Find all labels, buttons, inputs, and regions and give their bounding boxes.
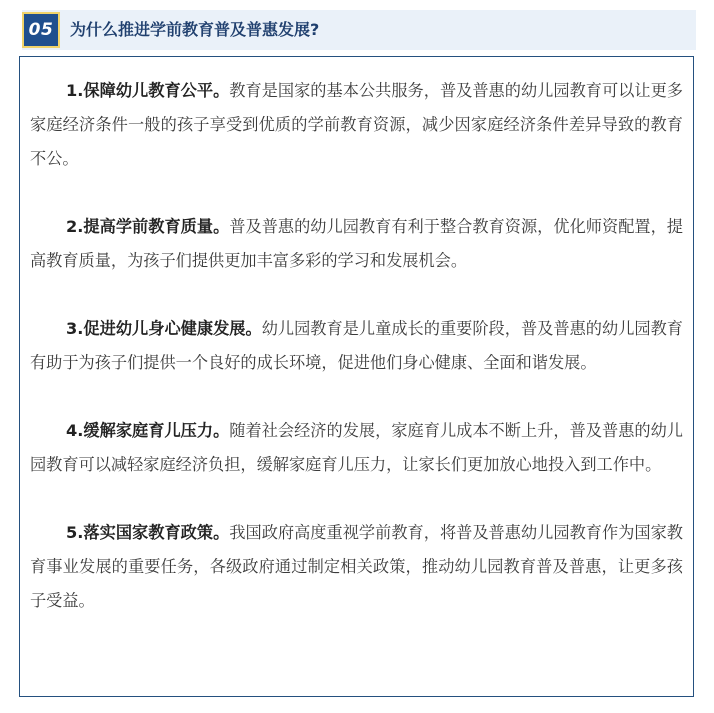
point-heading-4: 4.缓解家庭育儿压力。 (66, 421, 230, 440)
point-paragraph-3 (30, 312, 683, 380)
point-body-2: 普及普惠的幼儿园教育有利于整合教育资源，优化师资配置，提高教育质量，为孩子们提供更加丰富多彩的学习和发展机会。 (30, 217, 683, 270)
section-header (22, 10, 696, 50)
point-heading-5: 5.落实国家教育政策。 (66, 523, 230, 542)
point-heading-3: 3.促进幼儿身心健康发展。 (66, 319, 262, 338)
point-paragraph-1 (30, 74, 683, 176)
section-title: 为什么推进学前教育普及普惠发展? (70, 20, 320, 39)
point-paragraph-5 (30, 516, 683, 618)
point-heading-1: 1.保障幼儿教育公平。 (66, 81, 230, 100)
point-heading-2: 2.提高学前教育质量。 (66, 217, 230, 236)
point-paragraph-4 (30, 414, 683, 482)
point-paragraph-2 (30, 210, 683, 278)
content-box (19, 56, 694, 697)
point-body-4: 随着社会经济的发展，家庭育儿成本不断上升，普及普惠的幼儿园教育可以减轻家庭经济负担，缓解家庭育儿压力，让家长们更加放心地投入到工作中。 (30, 421, 683, 474)
point-body-3: 幼儿园教育是儿童成长的重要阶段，普及普惠的幼儿园教育有助于为孩子们提供一个良好的成长环境，促进他们身心健康、全面和谐发展。 (30, 319, 683, 372)
point-body-5: 我国政府高度重视学前教育，将普及普惠幼儿园教育作为国家教育事业发展的重要任务，各级政府通过制定相关政策，推动幼儿园教育普及普惠，让更多孩子受益。 (30, 523, 683, 610)
point-body-1: 教育是国家的基本公共服务，普及普惠的幼儿园教育可以让更多家庭经济条件一般的孩子享受到优质的学前教育资源，减少因家庭经济条件差异导致的教育不公。 (30, 81, 683, 168)
section-number-badge: 05 (22, 12, 60, 48)
